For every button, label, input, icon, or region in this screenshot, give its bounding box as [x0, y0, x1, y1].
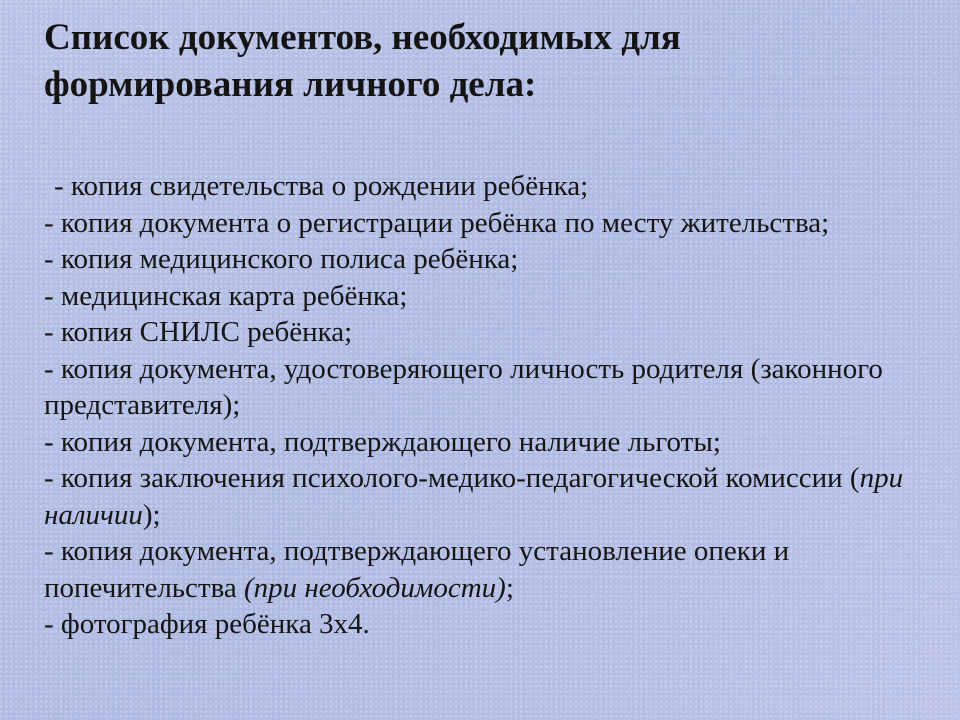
list-item: - копия документа, удостоверяющего личность родителя (законного представителя); — [44, 352, 883, 421]
list-item: - копия заключения психолого-медико-педагогической комиссии (при наличии); — [44, 462, 904, 531]
list-item: - фотография ребёнка 3х4. — [44, 608, 370, 640]
slide-title-line-2: формирования личного дела: — [44, 64, 537, 105]
slide-title-line-1: Список документов, необходимых для — [44, 17, 681, 58]
slide-title — [44, 14, 924, 108]
italic-note: (при необходимости) — [244, 571, 506, 604]
list-item: - медицинская карта ребёнка; — [44, 279, 408, 312]
list-item: - копия документа о регистрации ребёнка по месту жительства; — [44, 206, 830, 239]
list-item: - копия документа, подтверждающего наличие льготы; — [44, 425, 721, 458]
list-item: - копия свидетельства о рождении ребёнка; — [54, 170, 589, 202]
list-item: - копия медицинского полиса ребёнка; — [44, 243, 519, 275]
document-list — [44, 168, 924, 643]
list-item: - копия СНИЛС ребёнка; — [44, 316, 353, 348]
italic-note: при наличии — [44, 462, 904, 531]
list-item: - копия документа, подтверждающего установление опеки и попечительства (при необходимости); — [44, 535, 790, 604]
slide — [44, 14, 924, 640]
